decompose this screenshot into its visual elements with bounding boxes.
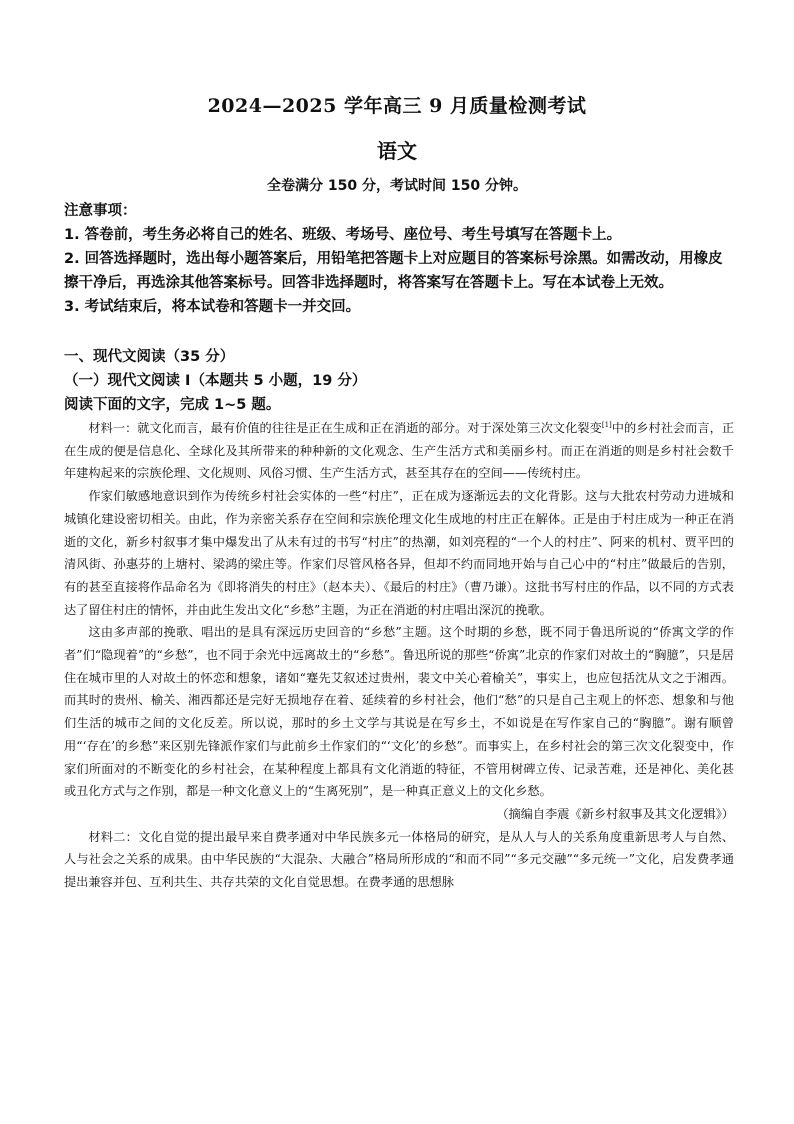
- notice-item-2: 2. 回答选择题时，选出每小题答案后，用铅笔把答题卡上对应题目的答案标号涂黑。如需改动，用橡皮擦干净后，再选涂其他答案标号。回答非选择题时，将答案写在答题卡上。写在本试卷上无效。: [64, 251, 723, 291]
- material1-paragraph-1: [64, 417, 734, 485]
- subject-title: 语文: [377, 139, 417, 163]
- material1-source: （摘编自李震《新乡村叙事及其文化逻辑》）: [496, 806, 734, 821]
- part-title: 一、现代文阅读（35 分）: [64, 349, 235, 365]
- material1-p1-text-a: 材料一：就文化而言，最有价值的往往是正在生成和正在消逝的部分。对于深处第三次文化裂变: [88, 421, 602, 435]
- notice-item-1: 1. 答卷前，考生务必将自己的姓名、班级、考场号、座位号、考生号填写在答题卡上。: [64, 227, 622, 243]
- reading-instruction: 阅读下面的文字，完成 1~5 题。: [64, 397, 281, 413]
- reading-passage: [64, 417, 734, 894]
- sub-title: （一）现代文阅读 I（本题共 5 小题，19 分）: [64, 373, 367, 389]
- exam-title: 2024—2025 学年高三 9 月质量检测考试: [207, 95, 587, 117]
- material2-paragraph-1: 材料二：文化自觉的提出最早来自费孝通对中华民族多元一体格局的研究，是从人与人的关系角度重新思考人与自然、人与社会之关系的成果。由中华民族的“大混杂、大融合”格局所形成的“和而不同”“多元交融”“多元统一”文化，启发费孝通提出兼容并包、互利共生、共存共荣的文化自觉思想。在费孝通的思想脉: [64, 829, 734, 890]
- notice-item-3: 3. 考试结束后，将本试卷和答题卡一并交回。: [64, 299, 361, 315]
- footnote-marker: [1]: [601, 420, 612, 429]
- material1-p1-text-b: 中的乡村社会而言，正在生成的便是信息化、全球化及其所带来的种种新的文化观念、生产生活方式和美丽乡村。而正在消逝的则是乡村社会数千年建构起来的宗族伦理、文化规则、风俗习惯、生产生活方式，甚至其存在的空间——传统村庄。: [64, 421, 735, 481]
- section-block: [64, 345, 734, 417]
- material1-paragraph-2: 作家们敏感地意识到作为传统乡村社会实体的一些“村庄”，正在成为逐渐远去的文化背影。这与大批农村劳动力进城和城镇化建设密切相关。由此，作为亲密关系存在空间和宗族伦理文化生成地的村庄正在解体。正是由于村庄成为一种正在消逝的文化，新乡村叙事才集中爆发出了从未有过的书写“村庄”的热潮，如刘亮程的“一个人的村庄”、阿来的机村、贾平凹的清风街、孙惠芬的上塘村、梁鸿的梁庄等。作家们尽管风格各异，但却不约而同地开始与自己心中的“村庄”做最后的告别，有的甚至直接将作品命名为《即将消失的村庄》（赵本夫）、《最后的村庄》（曹乃谦）。这批书写村庄的作品，以不同的方式表达了留住村庄的情怀，并由此生发出文化“乡愁”主题，为正在消逝的村庄唱出深沉的挽歌。: [64, 489, 734, 617]
- score-line: 全卷满分 150 分，考试时间 150 分钟。: [267, 178, 527, 194]
- notice-block: [64, 199, 734, 319]
- material1-paragraph-3: 这由多声部的挽歌、唱出的是具有深远历史回音的“乡愁”主题。这个时期的乡愁，既不同于鲁迅所说的“侨寓文学的作者”们“隐现着”的“乡愁”，也不同于余光中远离故土的“乡愁”。鲁迅所说的那些“侨寓”北京的作家们对故土的“胸臆”，只是居住在城市里的人对故土的怀恋和想象，诸如“蹇先艾叙述过贵州，裴文中关心着榆关”，事实上，也应包括沈从文之于湘西。而其时的贵州、榆关、湘西都还是完好无损地存在着、延续着的乡村社会，他们“愁”的只是自己主观上的怀恋、想象和与他们生活的城市之间的文化反差。所以说，那时的乡土文学与其说是在写乡土，不如说是在写作家自己的“胸臆”。谢有顺曾用“‘存在’的乡愁”来区别先锋派作家们与此前乡土作家们的“‘文化’的乡愁”。而事实上，在乡村社会的第三次文化裂变中，作家们所面对的不断变化的乡村社会，在某种程度上都具有文化消逝的特征，不管用树碑立传、记录苦难，还是神化、美化甚或丑化方式与之作别，都是一种文化意义上的“生离死别”，是一种真正意义上的文化乡愁。: [64, 625, 734, 799]
- notice-heading: 注意事项：: [64, 203, 137, 219]
